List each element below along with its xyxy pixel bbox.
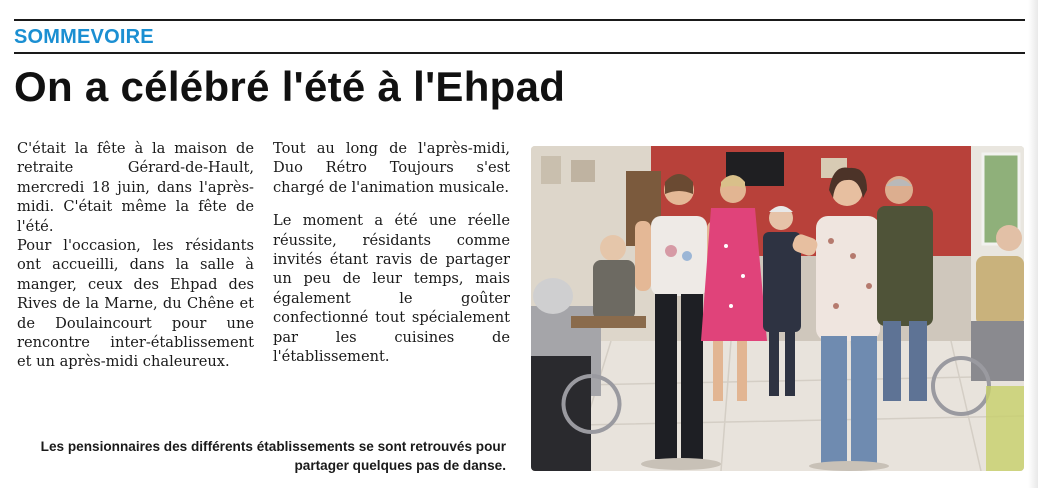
paragraph: Pour l'occasion, les résidants ont accueilli, dans la salle à manger, ceux des Ehpad des Rives de la Marne, du Chêne et de Doulaincourt pour une rencontre inter-établissement et un après-midi chaleureux. <box>17 237 254 371</box>
section-rubric: SOMMEVOIRE <box>14 26 154 48</box>
paragraph: Tout au long de l'après-midi, Duo Rétro Toujours s'est chargé de l'animation musicale. <box>273 140 510 196</box>
article-column-1 <box>17 139 254 372</box>
photo-caption: Les pensionnaires des différents établissements se sont retrouvés pour partager quelques pas de danse. <box>40 439 506 473</box>
paragraph: Le moment a été une réelle réussite, résidants comme invités étant ravis de partager un peu de leur temps, mais également le goûter confectionné tout spécialement par les cuisines de l'établissement. <box>273 212 510 366</box>
page-edge-shadow <box>1028 0 1038 488</box>
paragraph: C'était la fête à la maison de retraite Gérard-de-Hault, mercredi 18 juin, dans l'après-midi. C'était même la fête de l'été. <box>17 140 254 235</box>
top-rule <box>14 19 1025 21</box>
article-headline: On a célébré l'été à l'Ehpad <box>14 63 566 110</box>
article-column-2 <box>273 139 510 366</box>
article-photo <box>531 146 1024 471</box>
rubric-rule <box>14 52 1025 54</box>
